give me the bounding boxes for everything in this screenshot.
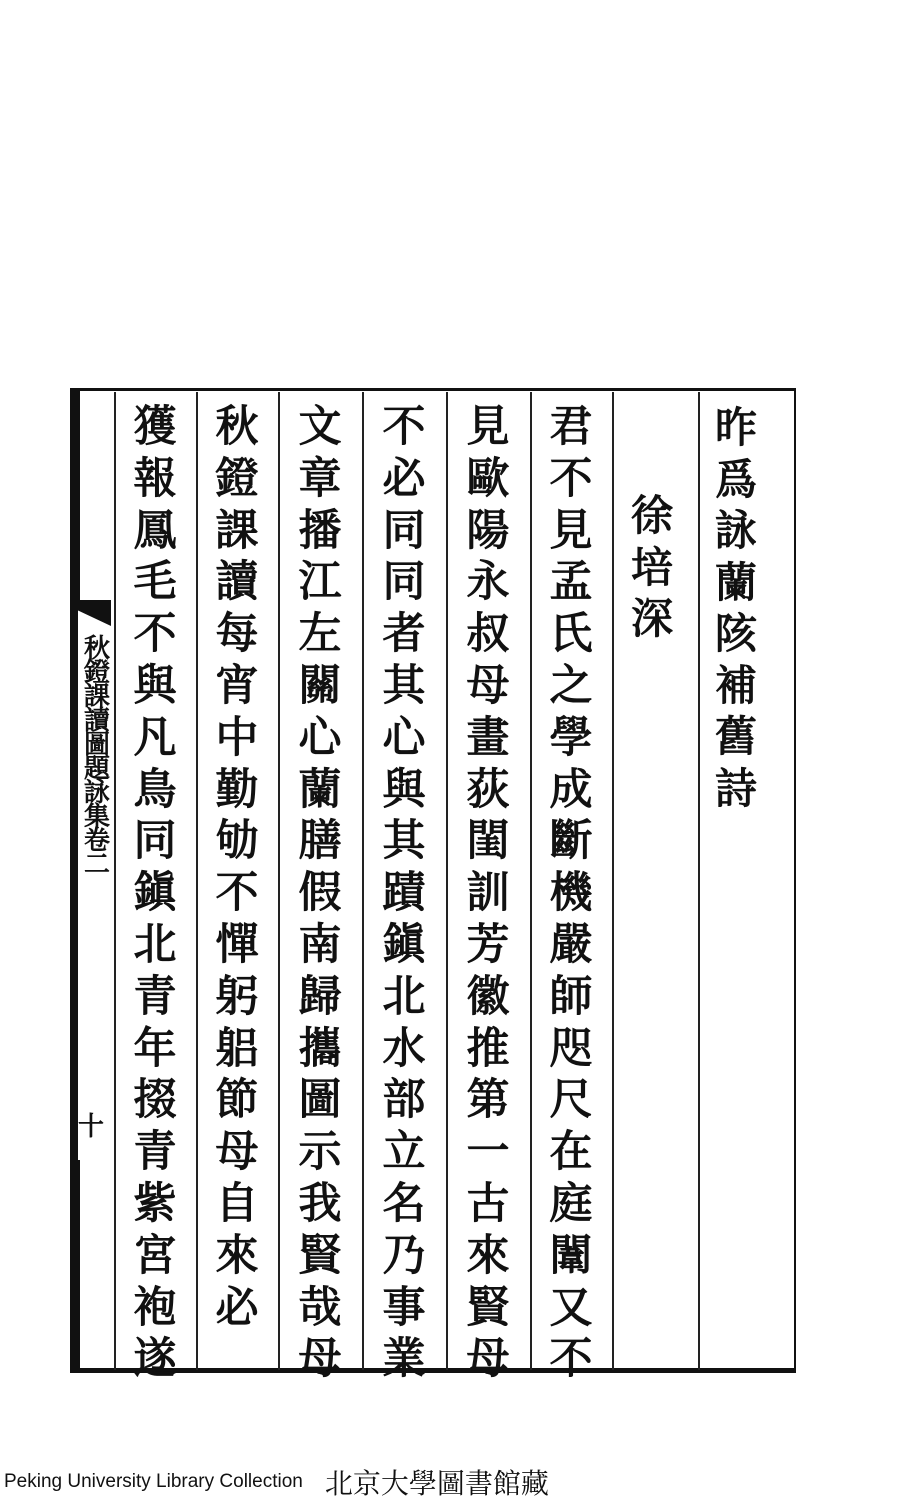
character: 不 bbox=[382, 402, 426, 452]
character: 獲 bbox=[133, 402, 177, 452]
character: 心 bbox=[298, 712, 342, 763]
character: 鐙 bbox=[215, 453, 259, 504]
character: 鎭 bbox=[133, 868, 177, 919]
character: 舊 bbox=[714, 712, 757, 761]
character: 秋 bbox=[215, 402, 259, 452]
column-rule bbox=[446, 392, 448, 1370]
book-title-margin: 秋鐙課讀圖題詠集卷二 bbox=[79, 634, 110, 874]
character: 乃 bbox=[382, 1230, 426, 1281]
character: 深 bbox=[630, 594, 673, 643]
character: 北 bbox=[382, 971, 426, 1022]
character: 劬 bbox=[215, 816, 259, 867]
character: 必 bbox=[215, 1282, 259, 1333]
character: 與 bbox=[382, 764, 426, 815]
character: 鳥 bbox=[133, 764, 177, 815]
character: 左 bbox=[298, 609, 342, 660]
character: 闈 bbox=[549, 1230, 593, 1281]
character: 母 bbox=[298, 1334, 342, 1385]
text-column-3 bbox=[374, 402, 434, 1385]
character: 庭 bbox=[549, 1178, 593, 1229]
character: 節 bbox=[215, 1075, 259, 1126]
fishtail-mark-icon bbox=[77, 600, 111, 634]
poem-author bbox=[622, 490, 682, 1450]
character: 之 bbox=[549, 660, 593, 711]
character: 示 bbox=[298, 1127, 342, 1178]
character: 機 bbox=[549, 868, 593, 919]
character: 心 bbox=[382, 712, 426, 763]
character: 叔 bbox=[466, 609, 510, 660]
character: 青 bbox=[133, 971, 177, 1022]
character: 宵 bbox=[215, 660, 259, 711]
character: 紫 bbox=[133, 1178, 177, 1229]
character: 部 bbox=[382, 1075, 426, 1126]
character: 成 bbox=[549, 764, 593, 815]
character: 蘭 bbox=[714, 557, 757, 607]
character: 不 bbox=[133, 609, 177, 660]
character: 憚 bbox=[215, 919, 259, 970]
character: 賢 bbox=[298, 1230, 342, 1281]
character: 補 bbox=[714, 660, 757, 710]
character: 我 bbox=[298, 1178, 342, 1229]
column-rule bbox=[698, 392, 700, 1370]
character: 君 bbox=[549, 402, 593, 452]
character: 南 bbox=[298, 919, 342, 970]
character: 古 bbox=[466, 1178, 510, 1229]
character: 蹟 bbox=[382, 868, 426, 919]
page-number: 十 bbox=[78, 1112, 105, 1142]
character: 者 bbox=[382, 609, 426, 660]
character: 母 bbox=[215, 1127, 259, 1178]
character: 歐 bbox=[466, 453, 510, 504]
character: 一 bbox=[466, 1127, 510, 1178]
footer bbox=[0, 1462, 900, 1502]
character: 播 bbox=[298, 505, 342, 556]
character: 尺 bbox=[549, 1075, 593, 1126]
character: 陔 bbox=[714, 609, 757, 658]
character: 與 bbox=[133, 660, 177, 711]
character: 不 bbox=[549, 453, 593, 504]
character: 報 bbox=[133, 453, 177, 504]
character: 北 bbox=[133, 919, 177, 970]
character: 永 bbox=[466, 557, 510, 608]
character: 詩 bbox=[714, 763, 757, 813]
text-column-2 bbox=[458, 402, 518, 1385]
character: 假 bbox=[298, 868, 342, 919]
character: 咫 bbox=[549, 1023, 593, 1074]
column-rule bbox=[278, 392, 280, 1370]
character: 見 bbox=[549, 505, 593, 556]
character: 水 bbox=[382, 1023, 426, 1074]
character: 來 bbox=[466, 1230, 510, 1281]
text-column-4 bbox=[290, 402, 350, 1385]
character: 賢 bbox=[466, 1282, 510, 1333]
character: 青 bbox=[133, 1127, 177, 1178]
character: 中 bbox=[215, 712, 259, 763]
character: 關 bbox=[298, 660, 342, 711]
character: 蘭 bbox=[298, 764, 342, 815]
character: 膳 bbox=[298, 816, 342, 867]
character: 師 bbox=[549, 971, 593, 1022]
character: 培 bbox=[630, 542, 673, 592]
character: 其 bbox=[382, 816, 426, 867]
character: 歸 bbox=[298, 971, 342, 1022]
character: 陽 bbox=[466, 505, 510, 556]
character: 每 bbox=[215, 609, 259, 660]
character: 氏 bbox=[549, 609, 593, 660]
character: 詠 bbox=[714, 506, 757, 555]
collection-zh: 北京大學圖書館藏 bbox=[324, 1467, 549, 1500]
character: 同 bbox=[382, 505, 426, 556]
character: 哉 bbox=[298, 1282, 342, 1333]
character: 芳 bbox=[466, 919, 510, 970]
character: 在 bbox=[549, 1127, 593, 1178]
character: 斷 bbox=[549, 816, 593, 867]
character: 躳 bbox=[215, 1023, 259, 1074]
column-rule bbox=[362, 392, 364, 1370]
character: 勤 bbox=[215, 764, 259, 815]
column-rule bbox=[530, 392, 532, 1370]
character: 爲 bbox=[714, 454, 757, 504]
character: 鎭 bbox=[382, 919, 426, 970]
character: 名 bbox=[382, 1178, 426, 1229]
character: 母 bbox=[466, 1334, 510, 1385]
character: 第 bbox=[466, 1075, 510, 1126]
character: 來 bbox=[215, 1230, 259, 1281]
character: 必 bbox=[382, 453, 426, 504]
character: 鳳 bbox=[133, 505, 177, 556]
character: 徐 bbox=[630, 491, 673, 540]
character: 課 bbox=[215, 505, 259, 556]
character: 自 bbox=[215, 1178, 259, 1229]
character: 毛 bbox=[133, 557, 177, 608]
column-rule bbox=[114, 392, 116, 1370]
character: 不 bbox=[549, 1334, 593, 1385]
character: 讀 bbox=[215, 557, 259, 608]
text-column-6 bbox=[125, 402, 185, 1385]
character: 徽 bbox=[466, 971, 510, 1022]
character: 訓 bbox=[466, 868, 510, 919]
character: 其 bbox=[382, 660, 426, 711]
character: 畫 bbox=[466, 712, 510, 763]
character: 同 bbox=[133, 816, 177, 867]
collection-en: Peking University Library Collection bbox=[4, 1471, 303, 1492]
character: 躬 bbox=[215, 971, 259, 1022]
character: 凡 bbox=[133, 712, 177, 763]
character: 立 bbox=[382, 1127, 426, 1178]
character: 嚴 bbox=[549, 919, 593, 970]
character: 荻 bbox=[466, 764, 510, 815]
character: 遂 bbox=[133, 1334, 177, 1385]
character: 文 bbox=[298, 402, 342, 452]
character: 閨 bbox=[466, 816, 510, 867]
character: 宮 bbox=[133, 1230, 177, 1281]
character: 章 bbox=[298, 453, 342, 504]
character: 昨 bbox=[714, 403, 757, 452]
center-fold-margin bbox=[78, 600, 110, 1160]
character: 業 bbox=[382, 1334, 426, 1385]
character: 母 bbox=[466, 660, 510, 711]
character: 袍 bbox=[133, 1282, 177, 1333]
character: 攜 bbox=[298, 1023, 342, 1074]
character: 推 bbox=[466, 1023, 510, 1074]
character: 見 bbox=[466, 402, 510, 452]
column-rule bbox=[196, 392, 198, 1370]
character: 孟 bbox=[549, 557, 593, 608]
character: 年 bbox=[133, 1023, 177, 1074]
character: 掇 bbox=[133, 1075, 177, 1126]
character: 同 bbox=[382, 557, 426, 608]
column-rule bbox=[612, 392, 614, 1370]
character: 事 bbox=[382, 1282, 426, 1333]
character: 圖 bbox=[298, 1075, 342, 1126]
character: 學 bbox=[549, 712, 593, 763]
poem-title bbox=[706, 402, 766, 1362]
character: 江 bbox=[298, 557, 342, 608]
character: 又 bbox=[549, 1282, 593, 1333]
text-column-5 bbox=[207, 402, 267, 1362]
text-column-1 bbox=[541, 402, 601, 1385]
character: 不 bbox=[215, 868, 259, 919]
